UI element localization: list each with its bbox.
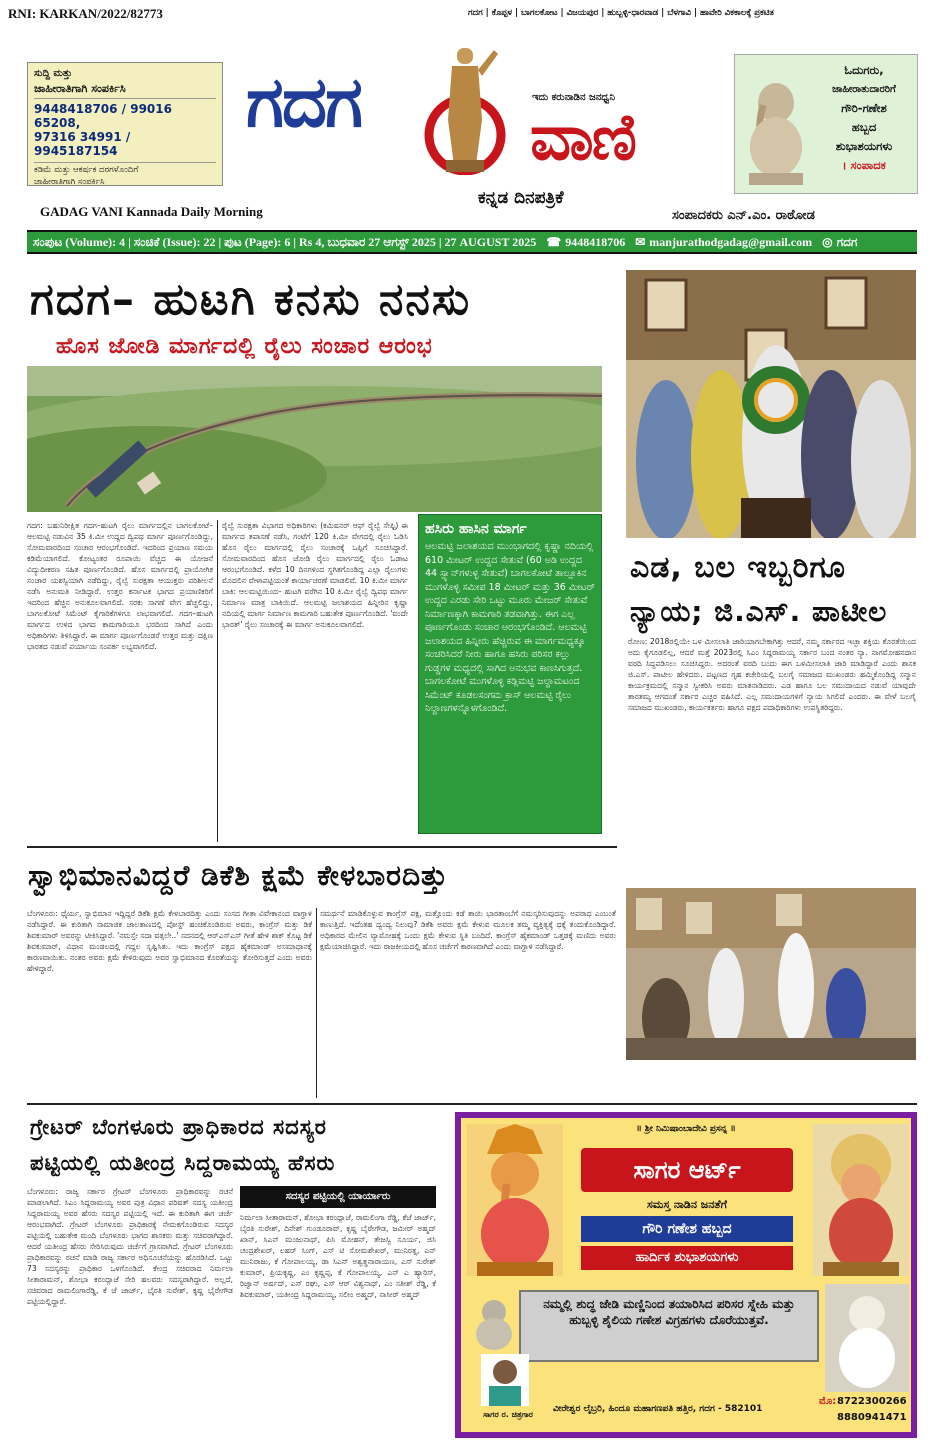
story3-col1: ಬೆಂಗಳೂರು: ಧೈರ್ಯ, ಸ್ವಾಭಿಮಾನ ಇದ್ದಿದ್ದರೆ ಡಿಕೆಶಿ ಕ್ಷಮೆ ಕೇಳಬಾರದಿತ್ತು ಎಂದು ಸಂಸದ ಗೀತಾ ವಿವೇಕಾನಂದ ವಾಗ್ದಾಳಿ ನಡೆಸಿದ್ದಾರೆ. ಈ ಕುರಿತಾಗಿ ಸಾಮಾಜಿಕ ಜಾಲತಾಣದಲ್ಲಿ ಪೋಸ್ಟ್ ಹಂಚಿಕೊಂಡಿರುವ ಅವರು, ಕಾಂಗ್ರೆಸ್ ಮತ್ತು ಡಿಕೆ ಶಿವಕುಮಾರ್ ಅವರನ್ನು ಟೀಕಿಸಿದ್ದಾರೆ. 'ನಮಸ್ತೇ ಸದಾ ವತ್ಸಲೇ..' ಸದನದಲ್ಲಿ ಆರ್‌ಎಸ್‌ಎಸ್ ಗೀತೆ ಹೇಳಿ ಶಾಕ್ ಕೊಟ್ಟ ಡಿಕೆ ಶಿವಕುಮಾರ್, ವಿಧಾನ ಮಂಡಲದಲ್ಲಿ ಗದ್ದಲ ಸೃಷ್ಟಿಸಿತು. ಇದು ಕಾಂಗ್ರೆಸ್ ಪಕ್ಷದ ಹೈಕಮಾಂಡ್ ಅಸಮಾಧಾನಕ್ಕೆ ಕಾರಣವಾಯಿತು. ನಂತರ ಅವರು ಕ್ಷಮೆ ಕೇಳಿರುವುದು ಅವರ ಸ್ವಾಭಿಮಾನದ ಕೊರತೆಯನ್ನು ತೋರಿಸುತ್ತದೆ ಎಂದು ಅವರು ಹೇಳಿದ್ದಾರೆ. (27, 909, 312, 973)
ganesha-white-image (825, 1284, 909, 1392)
story2-headline2: ನ್ಯಾಯ; ಜಿ.ಎಸ್. ಪಾಟೀಲ (630, 595, 888, 628)
members-list-text: ನಿರ್ಮಲಾ ಸೀತಾರಾಮನ್, ಶೋಭಾ ಕರಂದ್ಲಾಜೆ, ರಾಮಲಿಂಗಾ ರೆಡ್ಡಿ, ಕೆಜೆ ಜಾರ್ಜ್, ಬೈರತಿ ಸುರೇಶ್, ದಿನೇಶ್ ಗುಂಡೂರಾವ್, ಕೃಷ್ಣ ಬೈರೇಗೌಡ, ಜಮೀರ್ ಅಹ್ಮದ್ ಖಾನ್, ಸಿಎನ್ ಮಂಜುನಾಥ್, ಪಿಸಿ ಮೋಹನ್, ತೇಜಸ್ವಿ ಸೂರ್ಯ, ಜಿಸಿ ಚಂದ್ರಶೇಖರ್, ಲಹರ್ ಸಿಂಗ್, ಎಸ್ ಟಿ ಸೋಮಶೇಖರ್, ಮುನಿರತ್ನ, ಎನ್ ಮುನಿರಾಜು, ಕೆ ಗೋಪಾಲಯ್ಯ, ಡಾ ಸಿಎನ್ ಅಶ್ವತ್ಥನಾರಾಯಣ, ಎಸ್ ಸುರೇಶ್ ಕುಮಾರ್, ಪ್ರಿಯಕೃಷ್ಣ, ಎಂ ಕೃಷ್ಣಪ್ಪ, ಕೆ ಗೋಪಾಲಯ್ಯ, ಎನ್ ಎ ಹ್ಯಾರಿಸ್, ರಿಜ್ವಾನ್ ಅರ್ಷದ್, ಎಸ್ ರಘು, ಎಸ್ ಆರ್ ವಿಶ್ವನಾಥ್, ಎಂ ಸತೀಶ್ ರೆಡ್ಡಿ, ಕೆ ಶಿವಕುಮಾರ್, ಯತೀಂದ್ರ ಸಿದ್ದರಾಮಯ್ಯ, ಸಲೀಂ ಅಹ್ಮದ್, ನಾಸೀರ್ ಅಹ್ಮದ್ (240, 1213, 436, 1299)
districts-line: ಗದಗ | ಕೊಪ್ಪಳ | ಬಾಗಲಕೋಟ | ವಿಜಯಪುರ | ಹುಬ್ಬಳ್ಳಿ-ಧಾರವಾಡ | ಬೆಳಗಾವಿ | ಹಾವೇರಿ ವಿಕಕಾಲಕ್ಕೆ ಪ್ರಕಟಿತ (468, 8, 774, 18)
ad-offer: ನಮ್ಮಲ್ಲಿ ಶುದ್ಧ ಜೇಡಿ ಮಣ್ಣಿನಿಂದ ತಯಾರಿಸಿದ ಪರಿಸರ ಸ್ನೇಹಿ ಮತ್ತು ಹುಬ್ಬಳ್ಳಿ ಶೈಲಿಯ ಗಣೇಶ ವಿಗ್ರಹಗಳು ದೊರೆಯುತ್ತವೆ. (519, 1290, 819, 1362)
greeting-box (734, 54, 918, 194)
members-list-title: ಸದಸ್ಯರ ಪಟ್ಟಿಯಲ್ಲಿ ಯಾರ್ಯಾರು (240, 1186, 436, 1208)
train-photo (27, 366, 602, 512)
green-box-text: ಆಲಮಟ್ಟಿ ಜಲಾಶಯದ ಮುಂಭಾಗದಲ್ಲಿ ಕೃಷ್ಣಾ ನದಿಯಲ್ಲಿ 610 ಮೀಟರ್ ಉದ್ದದ ಸೇತುವೆ (60 ಅಡಿ ಉದ್ದದ 44 ಸ್ಪ್ಯಾನ್‌ಗಳುಳ್ಳ ಸೇತುವೆ) ಬಾಗಲಕೋಟೆ ತಾಲ್ಲೂಕಿನ ಮುಗಳೊಳ್ಳಿ ಸಮೀಪ 18 ಮೀಟರ್ ಮತ್ತು 36 ಮೀಟರ್ ಉದ್ದದ ಎರಡು ಸೇರಿ ಒಟ್ಟು ಮೂರು ಮೇಜರ್ ಸೇತುವೆ ನಿರ್ಮಾಣಕ್ಕಾಗಿ ಕಾಮಗಾರಿ ತಡವಾಗಿತ್ತು. ಈಗ ಎಲ್ಲ ಪೂರ್ಣಗೊಂಡು ಸಂಚಾರ ಆರಂಭಗೊಂಡಿದೆ. ಆಲಮಟ್ಟಿ ಜಲಾಶಯದ ಹಿನ್ನೀರು ಹೆಚ್ಚಿರುವ ಈ ಮಾರ್ಗಮಧ್ಯಕ್ಕೂ ಸಂಚರಿಸಿದರೆ ನೀರು ಹಾಗೂ ಹಸಿರು ಪರಿಸರ ಕಲ್ಲು ಗುಡ್ಡಗಳ ಮಧ್ಯದಲ್ಲಿ ಸಾಗಿದ ಅನುಭವ ಕಾಣಸಿಗುತ್ತದೆ. ಬಾಗಲಕೋಟೆ ಮುಗಳೊಳ್ಳಿ ಕಡ್ಲಿಮಟ್ಟಿ ಜಲ್ದಾಮಟಂದ ಸಿಮೆಂಟ್ ಕೂಡಲಸಂಗಮ ಕ್ರಾಸ್ ಆಲಮಟ್ಟಿ ರೈಲು ನಿಲ್ದಾಣಗಳನ್ನೊಳಗೊಂಡಿದೆ. (425, 541, 595, 714)
story4-col1: ಬೆಂಗಳೂರು: ರಾಜ್ಯ ಸರ್ಕಾರ ಗ್ರೇಟರ್ ಬೆಂಗಳೂರು ಪ್ರಾಧಿಕಾರವನ್ನು ರಚನೆ ಮಾಡಲಾಗಿದೆ. ಸಿಎಂ ಸಿದ್ದರಾಮಯ್ಯ ಅವರ ಪುತ್ರ ವಿಧಾನ ಪರಿಷತ್ ಸದಸ್ಯ ಯತೀಂದ್ರ ಸಿದ್ದರಾಮಯ್ಯ ಅವರ ಹೆಸರು ಸದಸ್ಯರ ಪಟ್ಟಿಯಲ್ಲಿ ಇದೆ. ಈ ಕುರಿತಾಗಿ ಈಗ ಚರ್ಚೆ ಆರಂಭವಾಗಿದೆ. ಗ್ರೇಟರ್ ಬೆಂಗಳೂರು ಪ್ರಾಧಿಕಾರಕ್ಕೆ ನೇಮಕಗೊಂಡಿರುವ ಸದಸ್ಯರ ಪಟ್ಟಿಯಲ್ಲಿ ಬಹುತೇಕ ಮಂದಿ ಬೆಂಗಳೂರು ಭಾಗದ ಶಾಸಕರು ಮತ್ತು ಸಚಿವರಾಗಿದ್ದಾರೆ. ಆದರೆ ಯತೀಂದ್ರ ಹೆಸರು ಸೇರಿಸಿರುವುದು ಚರ್ಚೆಗೆ ಗ್ರಾಸವಾಗಿದೆ. ಗ್ರೇಟರ್ ಬೆಂಗಳೂರು ಪ್ರಾಧಿಕಾರವನ್ನು ರಚನೆ ಮಾಡಿ ರಾಜ್ಯ ಸರ್ಕಾರ ಅಧಿಸೂಚನೆಯನ್ನು ಹೊರಡಿಸಿದೆ. ಒಟ್ಟು 73 ಸದಸ್ಯರನ್ನು ಪ್ರಾಧಿಕಾರ ಒಳಗೊಂಡಿದೆ. ಕೇಂದ್ರ ಸಚಿವರಾದ ನಿರ್ಮಲಾ ಸೀತಾರಾಮನ್, ಶೋಭಾ ಕರಂದ್ಲಾಜೆ ಸೇರಿ ಹಲವರು ಸದಸ್ಯರಾಗಿದ್ದಾರೆ. ಅಲ್ಲದೆ, ಸಚಿವರಾದ ರಾಮಲಿಂಗಾರೆಡ್ಡಿ, ಕೆ ಜೆ ಜಾರ್ಜ್, ಭೈರತಿ ಸುರೇಶ್, ಕೃಷ್ಣ ಭೈರೇಗೌಡ ಪಟ್ಟಿಯಲ್ಲಿದ್ದಾರೆ. (27, 1187, 233, 1306)
greeting-sign: । ಸಂಪಾದಕ (842, 158, 886, 172)
story1-subhead: ಹೊಸ ಜೋಡಿ ಮಾರ್ಗದಲ್ಲಿ ರೈಲು ಸಂಚಾರ ಆರಂಭ (56, 334, 433, 359)
ganesha-small-left (469, 1294, 519, 1350)
story1-green-box (418, 514, 602, 834)
ganesha-idol-image (741, 75, 811, 187)
felicitation-photo (626, 270, 916, 538)
greeting-line5: ಶುಭಾಶಯಗಳು (835, 139, 893, 153)
tagline: ಇದು ಕರುನಾಡಿನ ಜನಧ್ವನಿ (532, 92, 616, 103)
story3-headline: ಸ್ವಾಭಿಮಾನವಿದ್ದರೆ ಡಿಕೆಶಿ ಕ್ಷಮೆ ಕೇಳಬಾರದಿತ್ತು (28, 859, 449, 892)
story2-headline1: ಎಡ, ಬಲ ಇಬ್ಬರಿಗೂ (630, 550, 846, 585)
ad-brand: ಸಾಗರ ಆರ್ಟ್ (581, 1148, 793, 1192)
title-right: ವಾಣಿ (530, 101, 635, 175)
subtitle: ಕನ್ನಡ ದಿನಪತ್ರಿಕೆ (478, 188, 564, 208)
green-box-title: ಹಸಿರು ಹಾಸಿನ ಮಾರ್ಗ (425, 521, 527, 537)
location-icon: ◎ (822, 234, 833, 249)
contact-phones1: 9448418706 / 99016 65208, (34, 102, 172, 130)
info-email[interactable]: manjurathodgadag@gmail.com (649, 234, 813, 249)
contact-phones2: 97316 34991 / 9945187154 (34, 130, 131, 158)
greeting-line4: ಹಬ್ಬದ (851, 120, 877, 134)
info-bar (27, 230, 917, 254)
story4-headline1: ಗ್ರೇಟರ್ ಬೆಂಗಳೂರು ಪ್ರಾಧಿಕಾರದ ಸದಸ್ಯರ (30, 1115, 327, 1139)
rni-number: RNI: KARKAN/2022/82773 (8, 6, 163, 21)
title-left: ಗದಗ (246, 61, 361, 143)
info-phone: 9448418706 (565, 234, 626, 249)
greeting-line1: ಓದುಗರು, (844, 63, 884, 77)
story1-col1: ಗದಗ: ಬಹುನಿರೀಕ್ಷಿತ ಗದಗ–ಹುಟಗಿ ರೈಲು ಮಾರ್ಗದಲ್ಲಿನ ಬಾಗಲಕೋಟೆ– ಆಲಮಟ್ಟಿ ನಡುವಿನ 35 ಕಿ.ಮೀ ಉದ್ದದ ದ್ವಿಪಥ ಮಾರ್ಗ ಪೂರ್ಣಗೊಂಡಿದ್ದು, ಸೋಮವಾರದಿಂದ ಸಂಚಾರ ಆರಂಭಗೊಂಡಿದೆ. ಇದರಿಂದ ಪ್ರಯಾಣ ಸಮಯ ಕಡಿಮೆಯಾಗಲಿದೆ. ಕೋಟ್ಯಂತರ ರೂಪಾಯಿ ವೆಚ್ಚದ ಈ ಯೋಜನೆ ವಿದ್ಯುದೀಕರಣ ಸಹಿತ ಪೂರ್ಣಗೊಂಡಿದೆ. ಹೊಸ ಮಾರ್ಗದಲ್ಲಿ ಪ್ರಾಯೋಗಿಕ ಸಂಚಾರ ಯಶಸ್ವಿಯಾಗಿ ನಡೆದಿದ್ದು, ರೈಲ್ವೆ ಸುರಕ್ಷತಾ ಆಯುಕ್ತರು ಪರಿಶೀಲನೆ ನಡೆಸಿ ಅನುಮತಿ ನೀಡಿದ್ದಾರೆ. ಉತ್ತರ ಕರ್ನಾಟಕ ಭಾಗದ ಪ್ರಯಾಣಿಕರಿಗೆ ಇದರಿಂದ ಹೆಚ್ಚಿನ ಅನುಕೂಲವಾಗಲಿದೆ. ಸರಕು ಸಾಗಣೆ ವೇಗ ಹೆಚ್ಚಲಿದ್ದು, ಬಾಗಲಕೋಟೆ ಸಿಮೆಂಟ್ ಕೈಗಾರಿಕೆಗಳಿಗೂ ಲಾಭವಾಗಲಿದೆ. ಗದಗ–ಹುಟಗಿ ಮಾರ್ಗದ ಉಳಿದ ಭಾಗದ ಕಾಮಗಾರಿಯೂ ಭರದಿಂದ ಸಾಗಿದೆ ಎಂದು ಅಧಿಕಾರಿಗಳು ತಿಳಿಸಿದ್ದಾರೆ. ಈ ಮಾರ್ಗ ಪೂರ್ಣಗೊಂಡರೆ ಉತ್ತರ ಮತ್ತು ದಕ್ಷಿಣ ಭಾರತದ ನಡುವೆ ಪರ್ಯಾಯ ಸಂಪರ್ಕ ಲಭ್ಯವಾಗಲಿದೆ. (27, 521, 213, 651)
info-place: ಗದಗ (836, 234, 858, 249)
story1-col2: ರೈಲ್ವೆ ಸುರಕ್ಷತಾ ವಿಭಾಗದ ಅಧಿಕಾರಿಗಳು (ಕಮಿಷನರ್ ಆಫ್ ರೈಲ್ವೆ ಸೇಫ್ಟಿ) ಈ ಮಾರ್ಗದ ತಪಾಸಣೆ ನಡೆಸಿ, ಗಂಟೆಗೆ 120 ಕಿ.ಮೀ ವೇಗದಲ್ಲಿ ರೈಲು ಓಡಿಸಿ ಹೊಸ ರೈಲು ಮಾರ್ಗದಲ್ಲಿ ರೈಲು ಸಂಚಾರಕ್ಕೆ ಒಪ್ಪಿಗೆ ಸೂಚಿಸಿದ್ದಾರೆ. ಸೋಮವಾರದಿಂದ ಹೊಸ ಜೋಡಿ ರೈಲು ಮಾರ್ಗದಲ್ಲಿ ರೈಲು ಓಡಾಟ ಆರಂಭಗೊಂಡಿದೆ. ಕಳೆದ 10 ದಿನಗಳಿಂದ ಸ್ಥಗಿತಗೊಂಡಿದ್ದ ಎಲ್ಲಾ ರೈಲುಗಳು ಮೊದಲಿನ ವೇಳಾಪಟ್ಟಿಯಂತೆ ಕಾರ್ಯಾಚರಣೆ ಮಾಡಲಿವೆ. 10 ಕಿ.ಮೀ ಮಾರ್ಗ ಬಾಕಿ: ಆಲಮಟ್ಟಿಯಿಂದ– ಹುಟಗಿ ವರೆಗಿನ 10 ಕಿ.ಮೀ ರೈಲ್ವೆ ದ್ವಿಪಥ ಮಾರ್ಗ ನಿರ್ಮಾಣ ಮಾತ್ರ ಬಾಕಿಯಿದೆ. ಆಲಮಟ್ಟಿ ಜಲಾಶಯದ ಹಿನ್ನೀರಿನ ಕೃಷ್ಣಾ ನದಿಯಲ್ಲಿ ಮಾರ್ಗ ನಿರ್ಮಾಣ ಕಾಮಗಾರಿ ಬಹುತೇಕ ಪೂರ್ಣಗೊಂಡಿದೆ. 'ವಂದೇ ಭಾರತ್' ರೈಲು ಸಂಚಾರಕ್ಕೆ ಈ ಮಾರ್ಗ ಅನುಕೂಲವಾಗಲಿದೆ. (222, 521, 408, 629)
ad-line3: ಹಾರ್ದಿಕ ಶುಭಾಶಯಗಳು (581, 1246, 793, 1270)
meeting-photo (626, 888, 916, 1060)
contact-line4: ಜಾಹೀರಾತಿಗಾಗಿ ಸಂಪರ್ಕಿಸಿ (34, 177, 105, 187)
ad-phone1: 8722300266 (837, 1396, 907, 1407)
ad-artist: ಸಾಗರ ರ. ಚಿತ್ರಗಾರ (483, 1410, 533, 1419)
ad-line2: ಗೌರಿ ಗಣೇಶ ಹಬ್ಬದ (581, 1216, 793, 1242)
email-icon: ✉ (635, 234, 646, 249)
phone-icon: ☎ (546, 234, 562, 249)
story4-headline2: ಪಟ್ಟಿಯಲ್ಲಿ ಯತೀಂದ್ರ ಸಿದ್ದರಾಮಯ್ಯ ಹೆಸರು (30, 1151, 336, 1175)
contact-line1: ಸುದ್ದಿ ಮತ್ತು (34, 68, 73, 79)
contact-ad-box (27, 62, 223, 186)
sagara-art-ad (455, 1112, 917, 1438)
issue-info: ಸಂಪುಟ (Volume): 4 | ಸಂಚಿಕೆ (Issue): 22 | ಪುಟ (Page): 6 | Rs 4, ಬುಧವಾರ 27 ಆಗಸ್ಟ್ 2025 | 27 AUGUST 2025 (33, 234, 537, 249)
statue-emblem (420, 40, 510, 175)
ad-phone2: 8880941471 (837, 1412, 907, 1423)
story1-headline: ಗದಗ– ಹುಟಗಿ ಕನಸು ನನಸು (30, 274, 472, 325)
story3-col2: ಸಮರ್ಥನೆ ಮಾಡಿಕೊಳ್ಳುವ ಕಾಂಗ್ರೆಸ್ ಪಕ್ಷ, ಮತ್ತೊಂದು ಕಡೆ ತಾಯಿ ಭಾರತಾಂಬೆಗೆ ನಮಸ್ಕರಿಸುವುದನ್ನು ಅಪರಾಧ ಎಂಬಂತೆ ಕಾಣುತ್ತಿದೆ. ಇದೆಂತಹ ದ್ವಂದ್ವ ನಿಲುವು? ಡಿಕೆಶಿ ಅವರು ಕ್ಷಮೆ ಕೇಳುವ ಮೂಲಕ ತಮ್ಮ ವ್ಯಕ್ತಿತ್ವಕ್ಕೆ ಧಕ್ಕೆ ತಂದುಕೊಂಡಿದ್ದಾರೆ. ಅಧಿಕಾರದ ಮೇಲಿನ ವ್ಯಾಮೋಹಕ್ಕೆ ಒಂದು ಕ್ಷಮೆ ಕೇಳುವ ಸ್ಥಿತಿ ಬಂದಿದೆ. ಕಾಂಗ್ರೆಸ್ ಹೈಕಮಾಂಡ್ ಒತ್ತಡಕ್ಕೆ ಮಣಿದು ಅವರು ಕ್ಷಮೆಯಾಚಿಸಿದ್ದಾರೆ. ಇದು ರಾಜಕೀಯದಲ್ಲಿ ಹೊಸ ಚರ್ಚೆಗೆ ಕಾರಣವಾಗಿದೆ ಎಂದು ವಾಗ್ದಾಳಿ ನಡೆಸಿದ್ದಾರೆ. (320, 909, 616, 951)
artist-photo (481, 1354, 529, 1406)
editor-name: ಸಂಪಾದಕರು ಎನ್.ಎಂ. ರಾಠೋಡ (672, 208, 815, 223)
ad-address: ವೀರೇಶ್ವರ ಲೈಬ್ರರಿ, ಹಿಂದೂ ಮಹಾಗಣಪತಿ ಹತ್ತಿರ, ಗದಗ - 582101 (553, 1404, 763, 1414)
ganesha-left-image (467, 1124, 563, 1276)
contact-line3: ಕಡಿಮೆ ಮತ್ತು ಆಕರ್ಷಕ ದರಗಳೊಂದಿಗೆ (34, 162, 216, 175)
english-title: GADAG VANI Kannada Daily Morning (40, 204, 263, 219)
ad-phone-label: ಮೊ: (819, 1396, 837, 1407)
greeting-line3: ಗೌರಿ-ಗಣೇಶ (841, 101, 887, 115)
ganesha-right-image (813, 1124, 909, 1276)
ad-top-line: ॥ ಶ್ರೀ ನಿಮಿಷಾಂಬಾದೇವಿ ಪ್ರಸನ್ನ ॥ (636, 1124, 736, 1134)
contact-line2: ಜಾಹೀರಾತಿಗಾಗಿ ಸಂಪರ್ಕಿಸಿ (34, 82, 216, 99)
ad-line1: ಸಮಸ್ತ ನಾಡಿನ ಜನತೆಗೆ (647, 1198, 727, 1211)
story2-text: ರೋಣ: 2018ರಲ್ಲಿಯೇ ಒಳ ಮೀಸಲಾತಿ ಜಾರಿಯಾಗಬೇಕಾಗಿತ್ತು ಆದರೆ, ನಮ್ಮ ಸರ್ಕಾರದ ಇಚ್ಛಾ ಶಕ್ತಿಯ ಕೊರತೆಯಿಂದ ಅದು ಕೈಗೂಡಲಿಲ್ಲ, ಆದರೆ ಮತ್ತೆ 2023ರಲ್ಲಿ ಸಿಎಂ ಸಿದ್ದರಾಮಯ್ಯ ಸರ್ಕಾರ ಬಂದ ನಂತರ ನ್ಯಾ. ನಾಗಮೋಹನದಾಸ ವರದಿ ಸಿದ್ಧಪಡಿಸಲು ಸೂಚಿಸಿದ್ದರು. ಅದರಂತೆ ವರದಿ ಬಂದು ಈಗ ಒಳಮೀಸಲಾತಿ ಜಾರಿ ಮಾಡಿದ್ದಾರೆ ಎಂದು ಶಾಸಕ ಜಿ.ಎಸ್. ಪಾಟೀಲ ಹೇಳಿದರು. ಪಟ್ಟಣದ ಗೃಹ ಕಚೇರಿಯಲ್ಲಿ ಬಲಗೈ ಸಮಾಜದ ಮುಖಂಡರು ಹಮ್ಮಿಕೊಂಡಿದ್ದ ಸನ್ಮಾನ ಕಾರ್ಯಕ್ರಮದಲ್ಲಿ ಸನ್ಮಾನ ಸ್ವೀಕರಿಸಿ ಅವರು ಮಾತನಾಡಿದರು. ಎಡ ಹಾಗೂ ಬಲ ಸಮುದಾಯದ ನಡುವೆ ಯಾವುದೇ ತಾರತಮ್ಯ ಆಗದಂತೆ ಸರ್ಕಾರ ಎಚ್ಚರ ವಹಿಸಿದೆ. ಎಲ್ಲ ಸಮುದಾಯಗಳಿಗೆ ನ್ಯಾಯ ಸಿಗಲಿದೆ ಎಂದರು. ಈ ವೇಳೆ ಬಲಗೈ ಸಮಾಜದ ಮುಖಂಡರು, ಕಾರ್ಯಕರ್ತರು ಹಾಗೂ ಪಕ್ಷದ ಪದಾಧಿಕಾರಿಗಳು ಉಪಸ್ಥಿತರಿದ್ದರು. (628, 637, 916, 712)
greeting-line2: ಜಾಹೀರಾತುದಾರರಿಗೆ (832, 84, 896, 95)
